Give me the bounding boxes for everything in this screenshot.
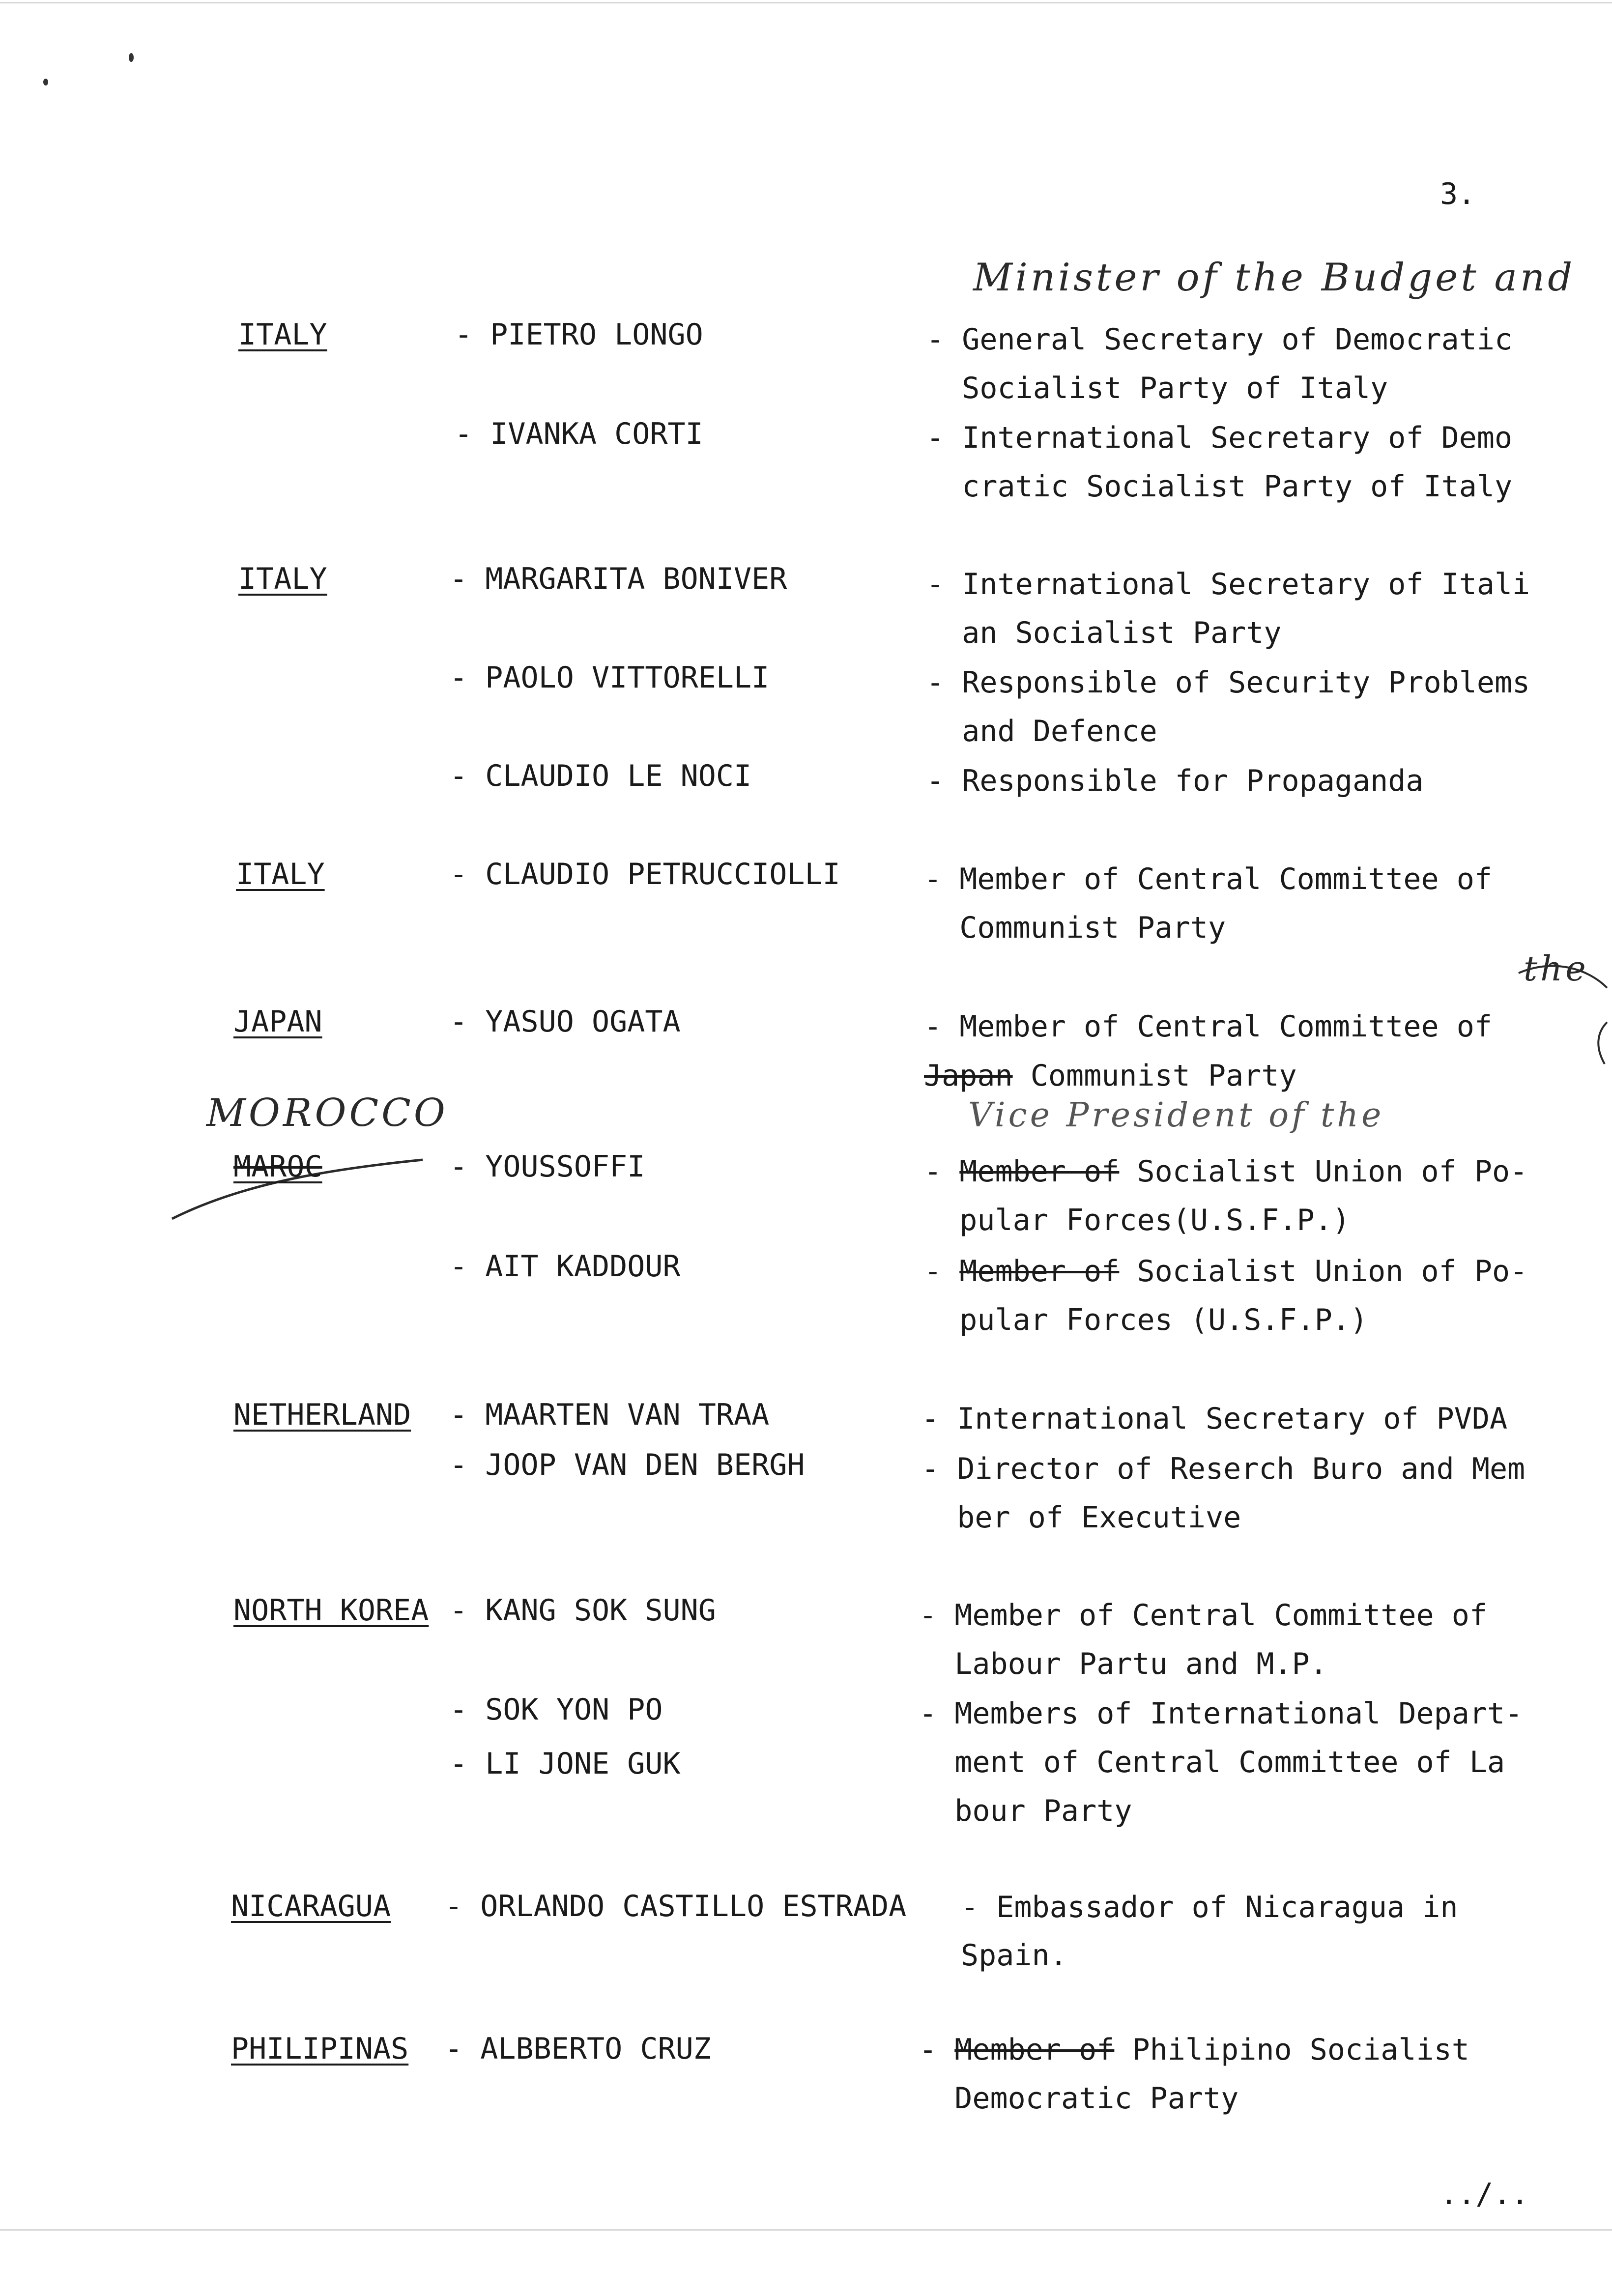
delegate-name: - ORLANDO CASTILLO ESTRADA xyxy=(445,1889,907,1923)
delegate-role: - Member of Central Committee of xyxy=(924,1009,1492,1044)
country-italy: ITALY xyxy=(238,317,327,352)
delegate-role: Socialist Party of Italy xyxy=(926,371,1388,405)
delegate-role: Democratic Party xyxy=(919,2081,1239,2116)
delegate-role: Spain. xyxy=(961,1938,1067,1973)
delegate-role: ment of Central Committee of La xyxy=(919,1745,1505,1779)
delegate-role: - International Secretary of PVDA xyxy=(921,1402,1508,1436)
delegate-role: - Member of Central Committee of xyxy=(919,1598,1487,1633)
delegate-role: Japan Communist Party xyxy=(924,1059,1297,1093)
delegate-name: - CLAUDIO PETRUCCIOLLI xyxy=(450,857,840,891)
country-nicaragua: NICARAGUA xyxy=(231,1889,391,1923)
scan-speck xyxy=(129,53,134,62)
delegate-role: cratic Socialist Party of Italy xyxy=(926,469,1513,504)
delegate-role: - Responsible of Security Problems xyxy=(926,665,1530,700)
delegate-name: - SOK YON PO xyxy=(450,1693,663,1727)
delegate-name: - ALBBERTO CRUZ xyxy=(445,2032,711,2066)
handwritten-note-italy: Minister of the Budget and xyxy=(973,256,1576,300)
delegate-name: - IVANKA CORTI xyxy=(455,417,703,451)
scan-edge-bottom xyxy=(0,2229,1612,2231)
delegate-name: - MAARTEN VAN TRAA xyxy=(450,1398,770,1432)
delegate-role: pular Forces (U.S.F.P.) xyxy=(924,1303,1368,1337)
handwritten-country-morocco: MOROCCO xyxy=(206,1091,448,1135)
struck-word: Member of xyxy=(959,1154,1120,1189)
handwritten-bracket xyxy=(1514,958,1612,1071)
delegate-role: - Director of Reserch Buro and Mem xyxy=(921,1452,1526,1486)
delegate-name: - PIETRO LONGO xyxy=(455,317,703,352)
delegate-name: - PAOLO VITTORELLI xyxy=(450,660,770,695)
delegate-role: - Responsible for Propaganda xyxy=(926,764,1424,798)
continuation-mark: ../.. xyxy=(1440,2177,1529,2211)
handwritten-note-morocco: Vice President of the xyxy=(968,1096,1384,1135)
delegate-name: - KANG SOK SUNG xyxy=(450,1593,716,1628)
delegate-name: - AIT KADDOUR xyxy=(450,1249,681,1284)
delegate-role: - Member of Socialist Union of Po- xyxy=(924,1254,1528,1289)
delegate-role: - Member of Socialist Union of Po- xyxy=(924,1154,1528,1189)
delegate-role: bour Party xyxy=(919,1794,1132,1828)
delegate-role: - Member of Philipino Socialist xyxy=(919,2033,1469,2067)
delegate-name: - LI JONE GUK xyxy=(450,1747,681,1781)
delegate-role: an Socialist Party xyxy=(926,616,1282,650)
scan-edge-top xyxy=(0,2,1612,3)
country-italy: ITALY xyxy=(238,562,327,596)
delegate-role: - International Secretary of Itali xyxy=(926,567,1530,602)
delegate-role: - General Secretary of Democratic xyxy=(926,322,1513,357)
delegate-name: - CLAUDIO LE NOCI xyxy=(450,759,752,793)
delegate-role: - Member of Central Committee of xyxy=(924,862,1492,896)
delegate-name: - YASUO OGATA xyxy=(450,1004,681,1039)
struck-word: Member of xyxy=(954,2033,1115,2067)
delegate-role: ber of Executive xyxy=(921,1500,1241,1535)
delegate-name: - YOUSSOFFI xyxy=(450,1149,645,1184)
delegate-role: pular Forces(U.S.F.P.) xyxy=(924,1203,1350,1237)
struck-word: Member of xyxy=(959,1254,1120,1289)
country-japan: JAPAN xyxy=(233,1004,322,1039)
delegate-name: - JOOP VAN DEN BERGH xyxy=(450,1448,805,1482)
scan-speck xyxy=(43,79,48,86)
struck-word: Japan xyxy=(924,1059,1013,1093)
page-number: 3. xyxy=(1440,177,1476,211)
country-netherland: NETHERLAND xyxy=(233,1398,411,1432)
country-philipinas: PHILIPINAS xyxy=(231,2032,409,2066)
delegate-role: - Embassador of Nicaragua in xyxy=(961,1890,1458,1924)
country-maroc: MAROC xyxy=(233,1149,322,1184)
delegate-role: - International Secretary of Demo xyxy=(926,421,1513,455)
country-italy: ITALY xyxy=(236,857,325,891)
delegate-role: Labour Partu and M.P. xyxy=(919,1647,1327,1681)
delegate-role: Communist Party xyxy=(924,911,1226,945)
handwritten-note-japan: the xyxy=(1524,948,1589,989)
delegate-name: - MARGARITA BONIVER xyxy=(450,562,787,596)
delegate-role: - Members of International Depart- xyxy=(919,1696,1523,1731)
country-north-korea: NORTH KOREA xyxy=(233,1593,429,1628)
delegate-role: and Defence xyxy=(926,714,1157,748)
